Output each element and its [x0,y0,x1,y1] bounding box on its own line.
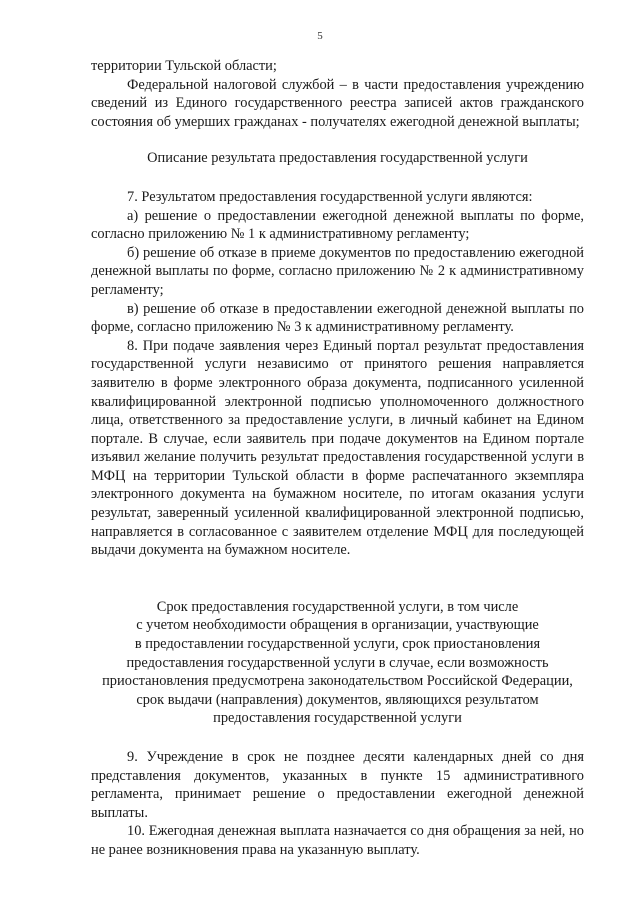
paragraph: а) решение о предоставлении ежегодной денежной выплаты по форме, согласно приложению № 1 к административному регламенту; [91,207,584,243]
heading-line: с учетом необходимости обращения в организации, участвующие [136,617,539,634]
heading-line: предоставления государственной услуги в случае, если возможность [126,654,549,671]
paragraph: территории Тульской области; [91,58,277,74]
heading-line: Срок предоставления государственной услуги, в том числе [156,598,519,615]
paragraph: 8. При подаче заявления через Единый портал результат предоставления государственной услуги независимо от принятого решения направляется заявителю в форме электронного образа документа, подписанного усиленной квалифицированной электронной подписью уполномоченного должностного лица, ответственного за предоставление услуги, в личный кабинет на Едином портале. В случае, если заявитель при подаче документов на Едином портале изъявил желание получить результат предоставления государственной услуги в МФЦ на территории Тульской области в форме распечатанного экземпляра электронного документа на бумажном носителе, по итогам оказания услуги результат, заверенный усиленной квалифицированной электронной подписью, направляется в согласованное с заявителем отделение МФЦ для последующей выдачи документа на бумажном носителе. [91,337,584,559]
paragraph: в) решение об отказе в предоставлении ежегодной денежной выплаты по форме, согласно приложению № 3 к административному регламенту. [91,300,584,336]
page-number: 5 [317,30,323,42]
heading-line: предоставления государственной услуги [213,710,462,727]
paragraph: 7. Результатом предоставления государственной услуги являются: [127,188,533,205]
heading-line: приостановления предусмотрена законодательством Российской Федерации, [102,673,573,690]
section-heading-term [91,598,584,728]
paragraph: 9. Учреждение в срок не позднее десяти календарных дней со дня представления документов, указанных в пункте 15 административного регламента, принимает решение о предоставлении ежегодной денежной выплаты. [91,749,584,821]
paragraph: 10. Ежегодная денежная выплата назначается со дня обращения за ней, но не ранее возникновения права на указанную выплату. [91,823,584,858]
paragraph: Федеральной налоговой службой – в части предоставления учреждению сведений из Единого государственного реестра записей актов гражданского состояния об умерших гражданах - получателях ежегодной денежной выплаты; [91,76,584,130]
section-heading-result: Описание результата предоставления государственной услуги [147,150,528,167]
heading-line: срок выдачи (направления) документов, являющихся результатом [136,691,539,708]
paragraph: б) решение об отказе в приеме документов по предоставлению ежегодной денежной выплаты по форме, согласно приложению № 2 к административному регламенту; [91,244,584,298]
heading-line: в предоставлении государственной услуги, срок приостановления [134,636,541,653]
document-body [91,57,584,860]
